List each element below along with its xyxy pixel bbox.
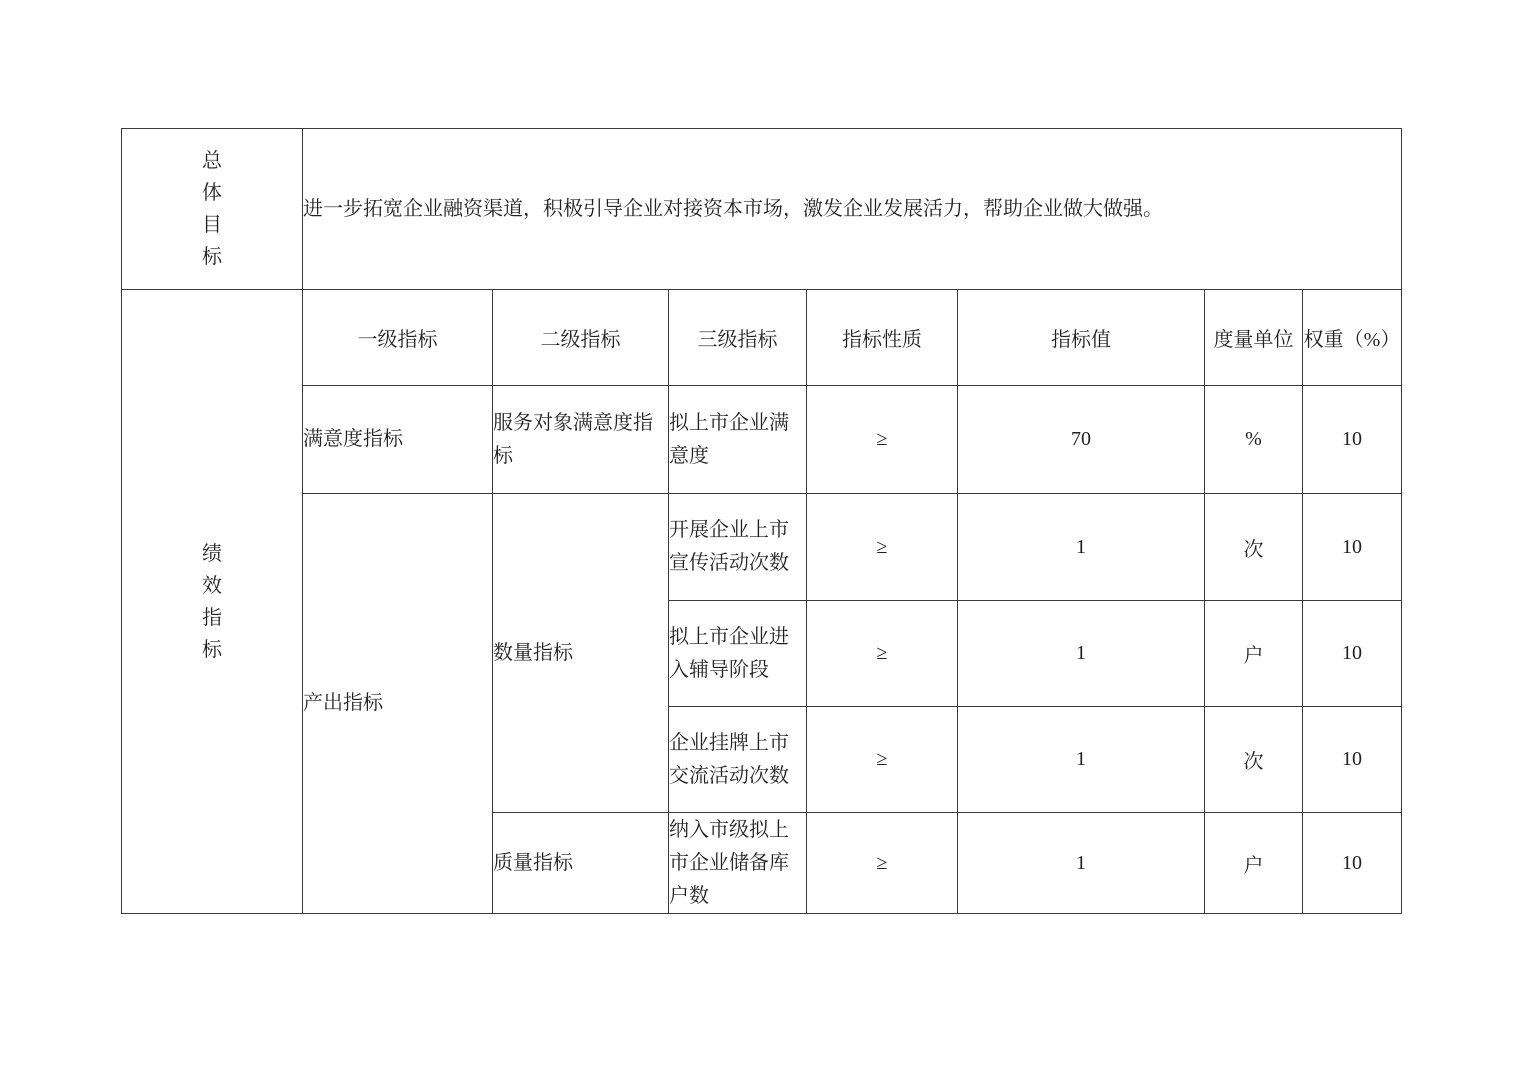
- performance-label-cell: [122, 290, 303, 914]
- cell-weight: 10: [1303, 494, 1402, 601]
- header-value: 指标值: [958, 290, 1205, 386]
- table-row: [122, 494, 1402, 601]
- document-sheet: [121, 128, 1402, 914]
- cell-level2-service-satisfaction: 服务对象满意度指标: [493, 386, 669, 494]
- performance-table: [121, 128, 1402, 914]
- cell-value: 1: [958, 494, 1205, 601]
- cell-level2-quantity: 数量指标: [493, 494, 669, 813]
- cell-value: 70: [958, 386, 1205, 494]
- cell-weight: 10: [1303, 386, 1402, 494]
- header-level1: 一级指标: [303, 290, 493, 386]
- header-weight: 权重（%）: [1303, 290, 1402, 386]
- cell-nature: ≥: [807, 494, 958, 601]
- header-unit: 度量单位: [1205, 290, 1303, 386]
- cell-value: 1: [958, 813, 1205, 914]
- cell-level1-satisfaction: 满意度指标: [303, 386, 493, 494]
- header-nature: 指标性质: [807, 290, 958, 386]
- overall-goal-text: 进一步拓宽企业融资渠道，积极引导企业对接资本市场，激发企业发展活力，帮助企业做大做强。: [303, 197, 1163, 220]
- cell-indicator3: 开展企业上市宣传活动次数: [669, 494, 807, 601]
- cell-unit: 次: [1205, 707, 1303, 813]
- cell-unit: 户: [1205, 813, 1303, 914]
- table-row: [122, 386, 1402, 494]
- cell-unit: 次: [1205, 494, 1303, 601]
- cell-indicator3: 拟上市企业满意度: [669, 386, 807, 494]
- overall-goal-label-cell: [122, 129, 303, 290]
- header-level3: 三级指标: [669, 290, 807, 386]
- cell-weight: 10: [1303, 813, 1402, 914]
- header-row: [122, 290, 1402, 386]
- cell-unit: %: [1205, 386, 1303, 494]
- overall-goal-text-cell: [303, 129, 1402, 290]
- overall-goal-label: 总体目标: [202, 150, 222, 268]
- cell-level1-output: 产出指标: [303, 494, 493, 914]
- cell-nature: ≥: [807, 707, 958, 813]
- cell-weight: 10: [1303, 707, 1402, 813]
- cell-nature: ≥: [807, 386, 958, 494]
- cell-value: 1: [958, 707, 1205, 813]
- cell-indicator3: 拟上市企业进入辅导阶段: [669, 601, 807, 707]
- overall-goal-row: [122, 129, 1402, 290]
- cell-nature: ≥: [807, 813, 958, 914]
- cell-weight: 10: [1303, 601, 1402, 707]
- cell-indicator3: 纳入市级拟上市企业储备库户数: [669, 813, 807, 914]
- cell-indicator3: 企业挂牌上市交流活动次数: [669, 707, 807, 813]
- cell-level2-quality: 质量指标: [493, 813, 669, 914]
- cell-value: 1: [958, 601, 1205, 707]
- cell-nature: ≥: [807, 601, 958, 707]
- cell-unit: 户: [1205, 601, 1303, 707]
- header-level2: 二级指标: [493, 290, 669, 386]
- performance-label: 绩效指标: [202, 542, 222, 661]
